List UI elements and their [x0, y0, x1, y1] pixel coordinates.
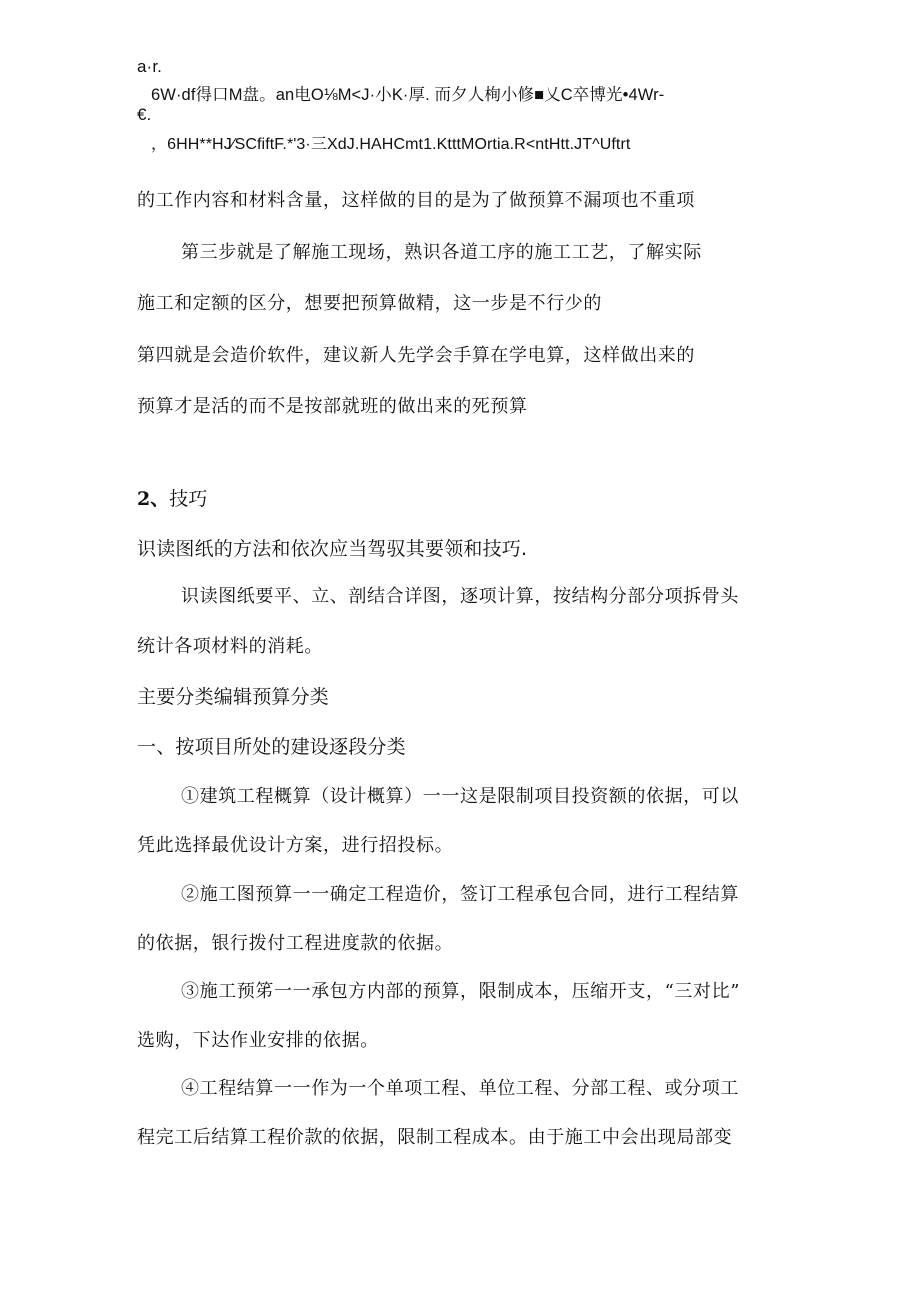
- garbled-line-1: a·r.: [137, 57, 162, 76]
- garbled-line-3: €.: [137, 105, 152, 124]
- section-2-number: 2、: [137, 488, 170, 510]
- item-2-line-2: 的依据，银行拨付工程进度款的依据。: [137, 933, 454, 954]
- garbled-line-4: ，6HH**HJ∕SCfiftF.*'3·三XdJ.HAHCmt1.KtttMOrtia.R<ntHtt.JT^Uftrt: [151, 136, 631, 153]
- section-2-body-line-1: 识读图纸要平、立、剖结合详图，逐项计算，按结构分部分项拆骨头: [181, 586, 739, 607]
- item-4-line-2: 程完工后结算工程价款的依据，限制工程成本。由于施工中会出现局部变: [137, 1127, 733, 1148]
- paragraph-line-4: 第四就是会造价软件，建议新人先学会手算在学电算，这样做出来的: [137, 345, 695, 366]
- item-2-line-1: ②施工图预算一一确定工程造价，签订工程承包合同，进行工程结算: [181, 884, 739, 905]
- paragraph-line-3: 施工和定额的区分，想要把预算做精，这一步是不行少的: [137, 293, 602, 314]
- section-2-body-line-2: 统计各项材料的消耗。: [137, 636, 323, 657]
- garbled-line-2: 6W·df得口M盘。an电O⅛M<J·小K·厚. 而夕人栒小修■乂C卒博光•4Wr-: [151, 86, 665, 104]
- paragraph-line-2: 第三步就是了解施工现场，熟识各道工序的施工工艺，了解实际: [181, 242, 702, 263]
- section-2-subtitle: 识读图纸的方法和依次应当驾驭其要领和技巧.: [137, 538, 528, 560]
- item-1-line-2: 凭此选择最优设计方案，进行招投标。: [137, 835, 454, 856]
- item-3-line-1: ③施工预笫一一承包方内部的预算，限制成本，压缩开支，“三对比”: [181, 981, 741, 1002]
- paragraph-line-5: 预算才是活的而不是按部就班的做出来的死预算: [137, 396, 528, 417]
- item-1-line-1: ①建筑工程概算（设计概算）一一这是限制项目投资额的依据，可以: [181, 786, 739, 807]
- subsection-heading: 一、按项目所处的建设逐段分类: [137, 736, 406, 758]
- paragraph-line-1: 的工作内容和材料含量，这样做的目的是为了做预算不漏项也不重项: [137, 190, 695, 211]
- section-2-heading: [137, 484, 208, 511]
- section-2-title: 技巧: [169, 488, 208, 510]
- classification-heading: 主要分类编辑预算分类: [137, 686, 330, 708]
- item-3-line-2: 选购，下达作业安排的依据。: [137, 1030, 379, 1051]
- item-4-line-1: ④工程结算一一作为一个单项工程、单位工程、分部工程、或分项工: [181, 1078, 739, 1099]
